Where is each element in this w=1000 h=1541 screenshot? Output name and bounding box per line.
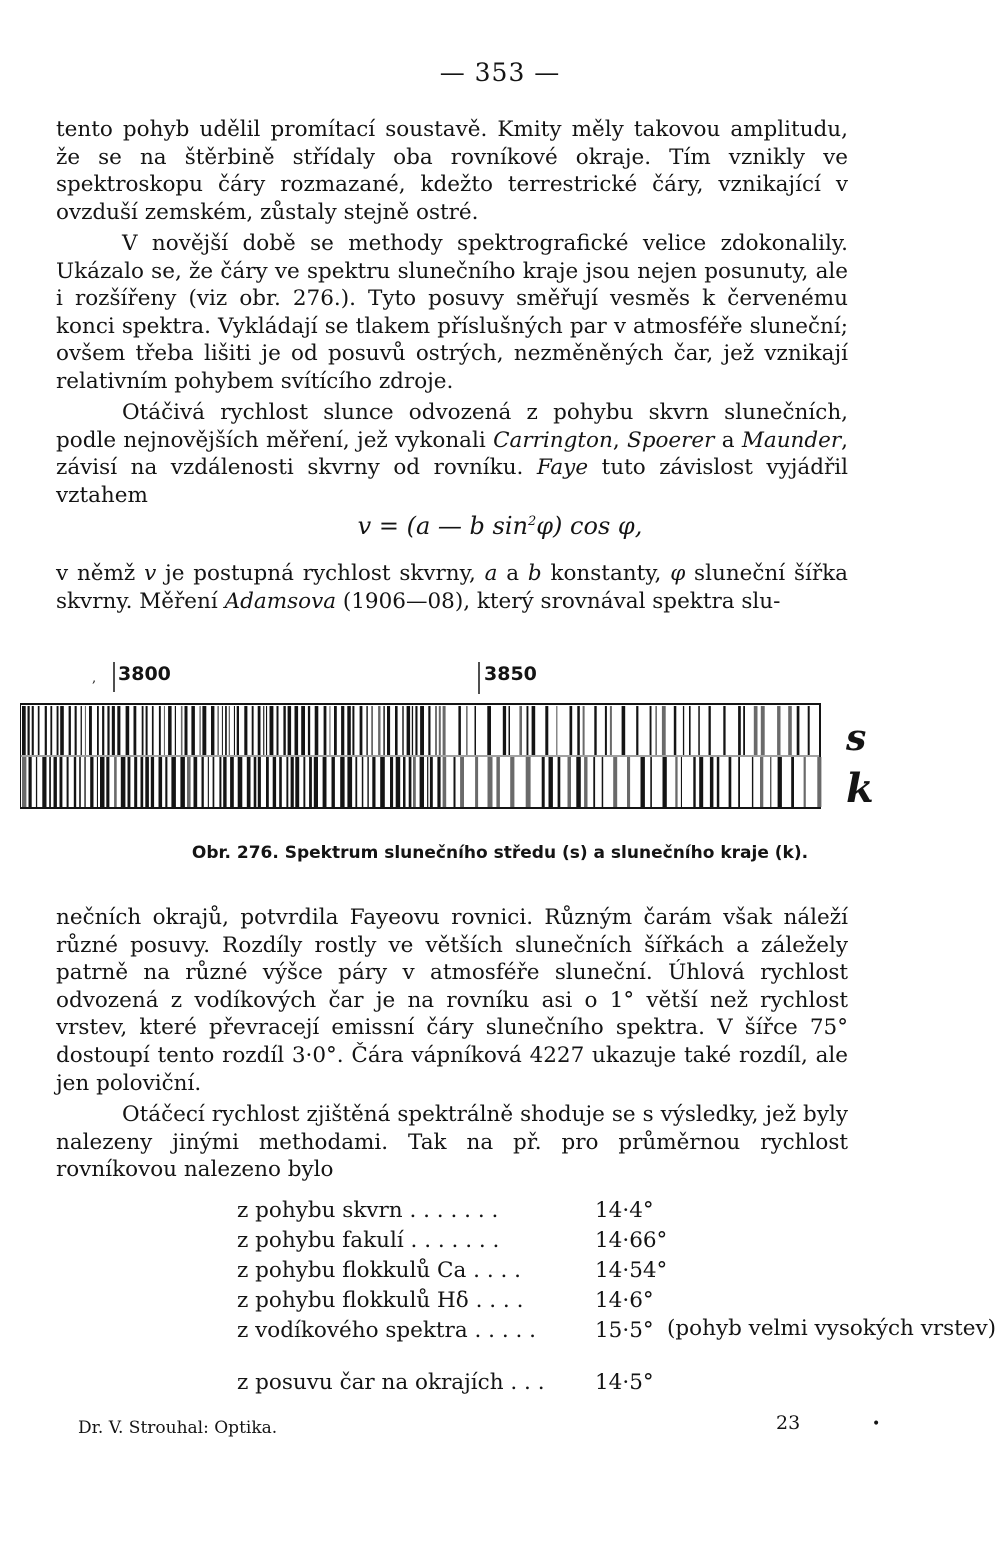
- spectral-line: [777, 706, 780, 755]
- spectral-line: [279, 757, 282, 807]
- spectral-line: [610, 706, 612, 755]
- spectral-line: [360, 706, 363, 755]
- spectral-line: [396, 757, 401, 807]
- spectral-line: [627, 757, 630, 807]
- spectral-line: [577, 706, 580, 755]
- spectral-line: [797, 706, 800, 755]
- page-number: — 353 —: [439, 58, 561, 87]
- speed-method: z pohybu fakulí . . . . . . .: [237, 1228, 500, 1253]
- spectral-line: [693, 757, 695, 807]
- spectral-line: [413, 757, 416, 807]
- spectrum-svg: [20, 650, 920, 840]
- spectral-line: [334, 706, 337, 755]
- faye-formula: [0, 512, 1000, 540]
- spectral-line: [341, 706, 344, 755]
- spectral-line: [60, 757, 63, 807]
- spectral-line: [291, 757, 294, 807]
- name-faye: Faye: [536, 455, 589, 481]
- spectral-line: [347, 706, 351, 755]
- spectral-line: [185, 706, 188, 755]
- p4-text-1: v němž: [56, 561, 145, 586]
- paragraph-3: [56, 399, 848, 509]
- spectral-line: [100, 757, 105, 807]
- spectral-line: [458, 706, 461, 755]
- spectral-line: [503, 706, 506, 755]
- spectral-line: [230, 757, 234, 807]
- spectral-line: [277, 706, 279, 755]
- spectral-line: [128, 757, 131, 807]
- spectral-line: [602, 757, 604, 807]
- spectrum-row-edge: [22, 757, 821, 807]
- spectral-line: [314, 757, 318, 807]
- p3-text-2: ,: [612, 427, 627, 453]
- spectral-line: [532, 706, 536, 755]
- spectral-line: [387, 706, 390, 755]
- spectral-line: [270, 706, 274, 755]
- p3-text-5: tuto závislost vyjádřil vztahem: [56, 455, 848, 508]
- spectral-line: [788, 706, 792, 755]
- spectral-line: [213, 757, 215, 807]
- spectral-line: [791, 757, 794, 807]
- spectral-line: [84, 757, 85, 807]
- spectral-line: [437, 757, 440, 807]
- spectral-line: [159, 757, 163, 807]
- spectral-line: [760, 757, 763, 807]
- p3-text-3: a: [714, 427, 742, 453]
- spectral-line: [804, 757, 806, 807]
- spectral-line: [301, 706, 305, 755]
- spectral-line: [556, 706, 557, 755]
- spectral-line: [663, 757, 667, 807]
- spectral-line: [266, 706, 267, 755]
- spectral-line: [402, 706, 403, 755]
- spectral-line: [263, 706, 264, 755]
- spectral-line: [288, 706, 292, 755]
- spectral-line: [244, 706, 247, 755]
- spectral-line: [323, 757, 327, 807]
- speed-value: 14·5°: [595, 1370, 654, 1395]
- speed-note: (pohyb velmi vysokých vrstev): [667, 1316, 997, 1341]
- speed-method: z vodíkového spektra . . . . .: [237, 1318, 536, 1343]
- spectral-line: [656, 706, 657, 755]
- spectral-line: [223, 757, 226, 807]
- spectral-line: [662, 706, 666, 755]
- spectral-line: [420, 757, 424, 807]
- spectral-line: [415, 706, 417, 755]
- spectral-line: [641, 757, 645, 807]
- spectral-line: [134, 706, 137, 755]
- spectral-line: [22, 757, 26, 807]
- spectral-line: [527, 706, 529, 755]
- spectral-line: [613, 757, 617, 807]
- spectral-line: [29, 757, 32, 807]
- spectral-line: [79, 757, 81, 807]
- spectral-line: [576, 757, 581, 807]
- spectral-line: [817, 757, 821, 807]
- spectral-line: [808, 706, 810, 755]
- spectral-line: [218, 706, 219, 755]
- spectral-line: [738, 757, 740, 807]
- spectral-line: [488, 757, 493, 807]
- p4-text-3: a: [497, 561, 528, 586]
- footer-mark: •: [872, 1416, 881, 1432]
- spectral-line: [675, 757, 677, 807]
- spectral-line: [146, 706, 148, 755]
- spectral-line: [85, 706, 86, 755]
- spectral-line: [295, 706, 299, 755]
- spectral-line: [549, 757, 553, 807]
- spectral-line: [191, 706, 195, 755]
- spectral-line: [367, 757, 368, 807]
- spectral-line: [67, 757, 69, 807]
- var-a: a: [484, 561, 498, 586]
- p3-text-4: , závisí na vzdálenosti skvrny od rovníku.: [56, 427, 849, 481]
- spectral-line: [778, 757, 782, 807]
- speed-method: z posuvu čar na okrajích . . .: [237, 1370, 545, 1395]
- spectral-line: [594, 706, 596, 755]
- spectral-line: [97, 757, 98, 807]
- spectral-line: [74, 757, 76, 807]
- row-label-s: s: [846, 717, 867, 759]
- spectral-line: [49, 757, 51, 807]
- spectral-line: [36, 757, 37, 807]
- speed-method: z pohybu flokkulů Hδ . . . .: [237, 1288, 524, 1313]
- marker-dash: ,: [92, 671, 97, 686]
- spectral-line: [420, 706, 424, 755]
- p4-text-2: je postupná rychlost skvrny,: [156, 561, 485, 586]
- spectral-line: [102, 706, 104, 755]
- spectral-line: [443, 706, 446, 755]
- spectral-line: [427, 757, 428, 807]
- spectral-line: [117, 706, 120, 755]
- spectral-line: [32, 706, 34, 755]
- paragraph-6: Otáčecí rychlost zjištěná spektrálně shoduje se s výsledky, jež byly nalezeny jinými methodami. Tak na př. pro průměrnou rychlost rovníkovou nalezeno bylo: [56, 1102, 848, 1183]
- formula-lhs: v = (a — b sin: [357, 512, 528, 540]
- spectral-line: [211, 706, 214, 755]
- spectral-line: [254, 757, 257, 807]
- spectral-line: [332, 757, 335, 807]
- footer-author: Dr. V. Strouhal: Optika.: [78, 1418, 278, 1438]
- spectral-line: [650, 706, 652, 755]
- spectral-line: [90, 757, 93, 807]
- spectral-line: [509, 706, 511, 755]
- spectral-line: [151, 757, 154, 807]
- name-carrington: Carrington: [493, 427, 613, 453]
- spectral-line: [395, 706, 398, 755]
- spectral-line: [308, 706, 310, 755]
- formula-exponent: 2: [527, 514, 537, 529]
- spectral-line: [372, 757, 375, 807]
- spectral-line: [152, 706, 154, 755]
- spectral-line: [175, 706, 176, 755]
- spectral-line: [159, 706, 161, 755]
- var-v: v: [144, 561, 157, 586]
- spectral-line: [114, 757, 117, 807]
- spectral-line: [199, 706, 200, 755]
- spectral-line: [69, 706, 71, 755]
- name-spoerer: Spoerer: [626, 427, 715, 453]
- spectral-line: [519, 706, 522, 755]
- spectral-line: [107, 706, 109, 755]
- spectral-line: [187, 757, 191, 807]
- spectral-line: [371, 706, 373, 755]
- name-adams: Adamsova: [224, 588, 337, 614]
- formula-rhs: φ) cos φ,: [536, 512, 643, 540]
- marker-3800-label: 3800: [118, 663, 171, 685]
- spectral-line: [738, 706, 741, 755]
- spectral-line: [743, 706, 745, 755]
- spectral-line: [710, 757, 714, 807]
- spectral-line: [38, 706, 40, 755]
- spectral-line: [362, 757, 364, 807]
- p3-text-1: Otáčivá rychlost slunce odvozená z pohybu skvrn slunečních, podle nejnovějších měření, jež vykonali: [56, 400, 848, 453]
- spectral-line: [126, 706, 130, 755]
- spectral-line: [717, 757, 720, 807]
- spectral-line: [247, 757, 251, 807]
- spectral-line: [390, 757, 393, 807]
- spectral-line: [165, 757, 167, 807]
- spectral-line: [134, 757, 137, 807]
- spectral-line: [50, 706, 52, 755]
- spectral-line: [378, 706, 380, 755]
- spectral-line: [466, 706, 468, 755]
- spectral-line: [407, 706, 411, 755]
- spectral-line: [729, 757, 732, 807]
- spectral-line: [689, 706, 691, 755]
- spectral-line: [145, 757, 149, 807]
- spectral-line: [709, 706, 711, 755]
- spectral-line: [752, 757, 753, 807]
- spectral-line: [674, 706, 677, 755]
- var-phi: φ: [670, 561, 686, 586]
- name-maunder: Maunder: [741, 427, 842, 453]
- spectral-line: [309, 757, 312, 807]
- spectral-line: [181, 706, 183, 755]
- spectral-line: [568, 757, 572, 807]
- spectral-line: [409, 757, 412, 807]
- spectral-line: [329, 706, 330, 755]
- spectral-line: [286, 757, 288, 807]
- spectral-line: [439, 706, 441, 755]
- spectral-line: [412, 706, 413, 755]
- spectral-line: [347, 757, 352, 807]
- spectral-line: [340, 757, 344, 807]
- spectral-line: [428, 706, 430, 755]
- speed-value: 14·54°: [595, 1258, 668, 1283]
- spectral-line: [229, 706, 230, 755]
- spectral-line: [81, 706, 82, 755]
- spectral-line: [258, 757, 261, 807]
- spectral-line: [266, 757, 269, 807]
- p4-text-5: sluneční šířka skvrny. Měření: [56, 561, 848, 614]
- spectral-line: [194, 757, 198, 807]
- spectral-line: [45, 706, 47, 755]
- spectral-line: [698, 706, 700, 755]
- spectrum-figure: [20, 650, 920, 840]
- spectral-line: [443, 757, 447, 807]
- var-b: b: [527, 561, 542, 586]
- spectral-line: [57, 706, 59, 755]
- spectral-line: [650, 757, 652, 807]
- speed-value: 14·4°: [595, 1198, 654, 1223]
- spectral-line: [723, 706, 725, 755]
- spectral-line: [584, 757, 587, 807]
- spectral-line: [683, 706, 684, 755]
- spectral-line: [558, 757, 561, 807]
- spectral-line: [605, 706, 607, 755]
- row-label-k: k: [846, 765, 874, 812]
- spectral-line: [435, 706, 436, 755]
- spectral-line: [570, 706, 573, 755]
- spectral-line: [89, 706, 92, 755]
- spectral-line: [252, 706, 254, 755]
- spectral-line: [171, 757, 176, 807]
- speed-method: z pohybu flokkulů Ca . . . .: [237, 1258, 521, 1283]
- speed-value: 14·66°: [595, 1228, 668, 1253]
- spectral-line: [22, 706, 26, 755]
- spectral-line: [142, 706, 144, 755]
- spectral-line: [681, 757, 682, 807]
- spectral-line: [475, 706, 477, 755]
- spectral-line: [283, 706, 285, 755]
- spectral-line: [496, 757, 500, 807]
- spectral-line: [352, 706, 354, 755]
- spectral-line: [770, 757, 771, 807]
- spectral-line: [258, 706, 261, 755]
- spectral-line: [225, 706, 227, 755]
- spectral-line: [380, 757, 385, 807]
- p4-text-6: (1906—08), který srovnával spektra slu-: [336, 588, 781, 614]
- paragraph-2: V novější době se methody spektrografické velice zdokonalily. Ukázalo se, že čáry ve spektru slunečního kraje jsou nejen posunuty, ale i rozšířeny (viz obr. 276.). Tyto posuvy směřují vesměs k červenému konci spektra. Vykládají se tlakem příslušných par v atmosféře sluneční; ovšem třeba lišiti je od posuvů ostrých, nezměněných čar, jež vznikají relativním pohybem svítícího zdroje.: [56, 231, 848, 394]
- spectral-line: [28, 706, 30, 755]
- spectral-line: [699, 757, 703, 807]
- spectral-line: [75, 706, 77, 755]
- spectral-line: [234, 706, 235, 755]
- spectral-line: [583, 706, 585, 755]
- speed-value: 14·6°: [595, 1288, 654, 1313]
- spectral-line: [324, 706, 327, 755]
- spectral-line: [526, 757, 531, 807]
- speed-method: z pohybu skvrn . . . . . . .: [237, 1198, 499, 1223]
- figure-caption: Obr. 276. Spektrum slunečního středu (s) a slunečního kraje (k).: [191, 843, 809, 863]
- spectral-line: [761, 706, 765, 755]
- spectral-line: [460, 757, 464, 807]
- spectral-line: [60, 706, 64, 755]
- spectral-line: [222, 706, 223, 755]
- footer-signature: 23: [776, 1412, 801, 1434]
- spectral-line: [237, 706, 239, 755]
- spectral-line: [106, 757, 109, 807]
- spectral-line: [545, 706, 548, 755]
- spectral-line: [112, 706, 115, 755]
- spectral-line: [202, 757, 204, 807]
- spectral-line: [219, 757, 221, 807]
- spectral-line: [487, 706, 491, 755]
- paragraph-5: nečních okrajů, potvrdila Fayeovu rovnici. Různým čarám však náleží různé posuvy. Rozdíly rostly ve větších slunečních šířkách a záležely patrně na různé výšce páry v atmosféře sluneční. Úhlová rychlost odvozená z vodíkových čar je na rovníku asi o 1° větší než rychlost vrstev, které převracejí emissní čáry slunečního spektra. V šířce 75° dostoupí tento rozdíl 3·0°. Čára vápníková 4227 ukazuje také rozdíl, ale jen poloviční.: [56, 905, 848, 1096]
- marker-3850-label: 3850: [484, 663, 537, 685]
- speed-value: 15·5°: [595, 1318, 654, 1343]
- spectral-line: [54, 757, 57, 807]
- spectral-line: [593, 757, 595, 807]
- spectral-line: [141, 757, 144, 807]
- spectral-line: [295, 757, 299, 807]
- spectral-line: [383, 706, 384, 755]
- spectral-line: [42, 757, 46, 807]
- spectral-line: [754, 706, 758, 755]
- spectral-line: [542, 757, 545, 807]
- spectral-line: [180, 757, 185, 807]
- spectral-line: [121, 757, 126, 807]
- spectral-line: [202, 706, 206, 755]
- spectral-line: [164, 706, 165, 755]
- spectral-line: [168, 706, 172, 755]
- spectral-line: [636, 706, 638, 755]
- spectral-line: [622, 706, 626, 755]
- spectral-line: [510, 757, 514, 807]
- spectral-line: [238, 757, 243, 807]
- spectral-line: [208, 757, 209, 807]
- spectral-line: [355, 757, 357, 807]
- spectral-line: [403, 757, 406, 807]
- spectral-line: [454, 757, 456, 807]
- spectral-line: [475, 757, 478, 807]
- spectral-line: [97, 706, 99, 755]
- paragraph-1: tento pohyb udělil promítací soustavě. Kmity měly takovou amplitudu, že se na štěrbině střídaly oba rovníkové okraje. Tím vznikly ve spektroskopu čáry rozmazané, kdežto terrestrické čáry, vznikající v ovzduší zemském, zůstaly stejně ostré.: [56, 117, 848, 225]
- spectral-line: [273, 757, 276, 807]
- paragraph-4: [56, 560, 848, 615]
- p4-text-4: konstanty,: [541, 561, 671, 586]
- spectral-line: [303, 757, 305, 807]
- spectral-line: [430, 757, 433, 807]
- spectral-line: [366, 706, 367, 755]
- spectral-line: [315, 706, 319, 755]
